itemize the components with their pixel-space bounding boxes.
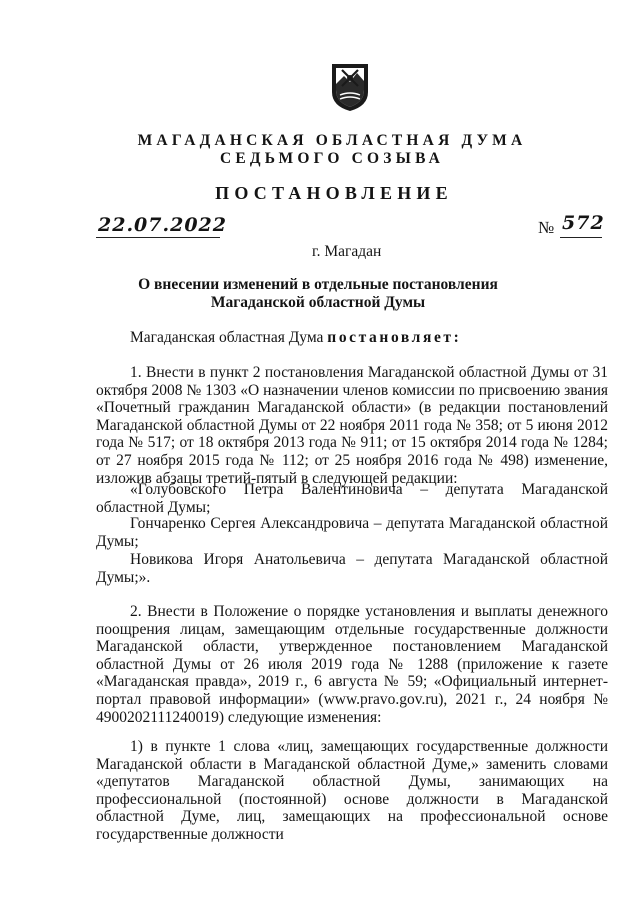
date-underline [96, 237, 220, 238]
preamble-emphasis: постановляет: [327, 329, 462, 346]
city: г. Магадан [312, 243, 382, 260]
subject-line-2: Магаданской областной Думы [210, 294, 426, 311]
paragraph-2: 2. Внести в Положение о порядке установления и выплаты денежного поощрения лицам, замещающим отдельные государственные должности Магаданской области, утвержденное постановлением Магаданской областной Думы от 26 июля 2019 года № 1288 (приложение к газете «Магаданская правда», 2019 г., 6 августа № 59; «Официальный интернет-портал правовой информации» (www.pravo.gov.ru), 2021 г., 24 ноября № 4900202111240019) следующие изменения: [96, 603, 608, 726]
document-subject [0, 276, 636, 312]
coat-of-arms-icon [330, 62, 370, 112]
paragraph-1-quote-2: Гончаренко Сергея Александровича – депутата Магаданской областной Думы; [96, 515, 608, 550]
preamble-text: Магаданская областная Дума [130, 329, 328, 346]
number-underline [560, 237, 602, 238]
paragraph-1-quote-3: Новикова Игоря Анатольевича – депутата Магаданской областной Думы;». [96, 551, 608, 586]
preamble [130, 329, 461, 347]
organization-name: МАГАДАНСКАЯ ОБЛАСТНАЯ ДУМА [137, 132, 527, 149]
document-type: ПОСТАНОВЛЕНИЕ [215, 183, 453, 203]
convocation: СЕДЬМОГО СОЗЫВА [219, 150, 445, 167]
paragraph-1: 1. Внести в пункт 2 постановления Магаданской областной Думы от 31 октября 2008 № 1303 «О назначении членов комиссии по присвоению звания «Почетный гражданин Магаданской области» (в редакции постановлений Магаданской областной Думы от 22 ноября 2011 года № 358; от 5 июня 2012 года № 517; от 18 октября 2013 года № 911; от 15 октября 2014 года № 1284; от 27 ноября 2015 года № 112; от 25 ноября 2016 года № 498) изменение, изложив абзацы третий-пятый в следующей редакции: [96, 364, 608, 487]
paragraph-1-quote-1: «Голубовского Петра Валентиновича – депутата Магаданской областной Думы; [96, 481, 608, 516]
handwritten-number: 572 [562, 212, 605, 234]
subject-line-1: О внесении изменений в отдельные постановления [138, 276, 498, 293]
number-label: № [538, 218, 555, 237]
handwritten-date: 22.07.2022 [98, 214, 227, 236]
paragraph-2-item-1: 1) в пункте 1 слова «лиц, замещающих государственные должности Магаданской области в Магаданской областной Думе,» заменить словами «депутатов Магаданской областной Думы, занимающих на профессиональной (постоянной) основе должности в Магаданской областной Думе, лиц, замещающих на профессиональной основе государственные должности [96, 738, 608, 843]
